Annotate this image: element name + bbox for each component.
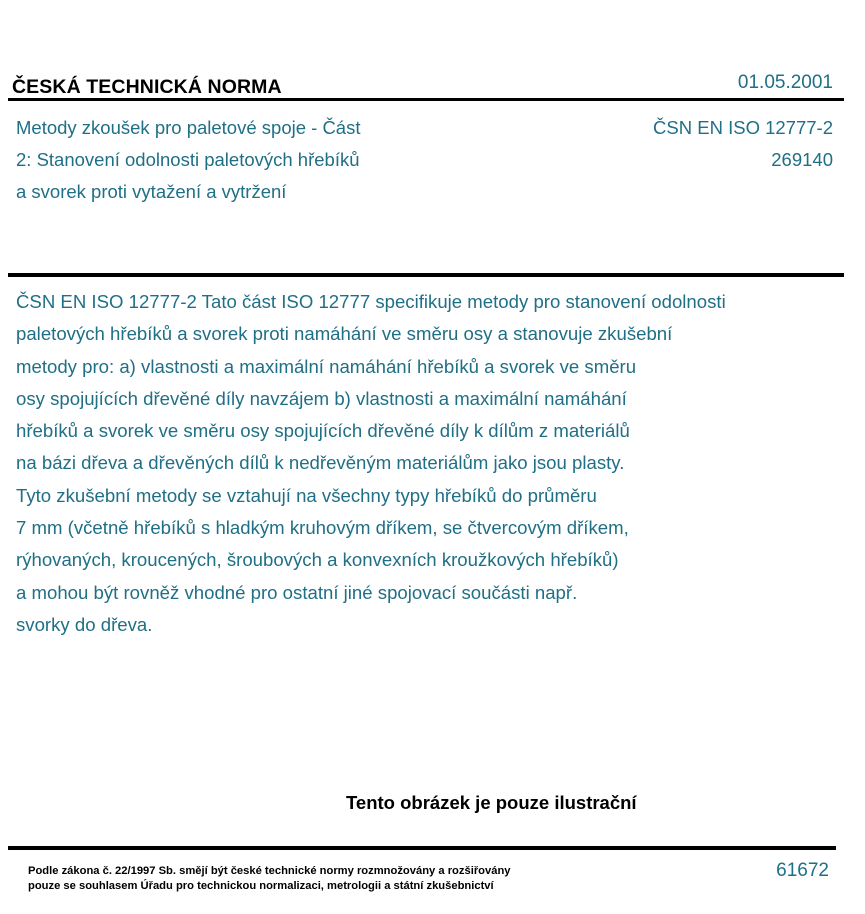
legal-notice-line-2: pouze se souhlasem Úřadu pro technickou normalizaci, metrologii a státní zkušebnictví <box>28 880 494 892</box>
document-type-heading: ČESKÁ TECHNICKÁ NORMA <box>12 76 282 98</box>
publication-date: 01.05.2001 <box>737 72 833 93</box>
title-line-3: a svorek proti vytažení a vytržení <box>16 181 287 202</box>
classification-number: 269140 <box>771 149 833 170</box>
legal-notice <box>28 864 511 894</box>
abstract-paragraph-1: ČSN EN ISO 12777-2 Tato část ISO 12777 specifikuje metody pro stanovení odolnosti paletových hřebíků a svorek proti namáhání ve směru osy a stanovuje zkušební metody pro: a) vlastnosti a maximální namáhání hřebíků a svorek ve směru osy spojujících dřevěné díly navzájem b) vlastnosti a maximální namáhání hřebíků a svorek ve směru osy spojujících dřevěné díly k dílům z materiálů na bázi dřeva a dřevěných dílů k nedřevěným materiálům jako jsou plasty. <box>16 291 726 474</box>
standard-code: ČSN EN ISO 12777-2 <box>653 117 833 138</box>
abstract-paragraph-2: Tyto zkušební metody se vztahují na všechny typy hřebíků do průměru 7 mm (včetně hřebíků s hladkým kruhovým dříkem, se čtvercovým dříkem, rýhovaných, kroucených, šroubových a konvexních kroužkových hřebíků) a mohou být rovněž vhodné pro ostatní jiné spojovací součásti např. svorky do dřeva. <box>16 484 629 635</box>
title-line-1: Metody zkoušek pro paletové spoje - Část <box>16 117 361 138</box>
footer-rule <box>8 846 836 850</box>
section-rule <box>8 273 844 277</box>
illustration-note: Tento obrázek je pouze ilustrační <box>346 792 637 813</box>
header-rule <box>8 98 844 101</box>
abstract-text <box>16 286 848 641</box>
title-line-2: 2: Stanovení odolnosti paletových hřebíků <box>16 149 360 170</box>
document-number: 61672 <box>776 860 829 881</box>
legal-notice-line-1: Podle zákona č. 22/1997 Sb. smějí být české technické normy rozmnožovány a rozšiřovány <box>28 865 511 877</box>
